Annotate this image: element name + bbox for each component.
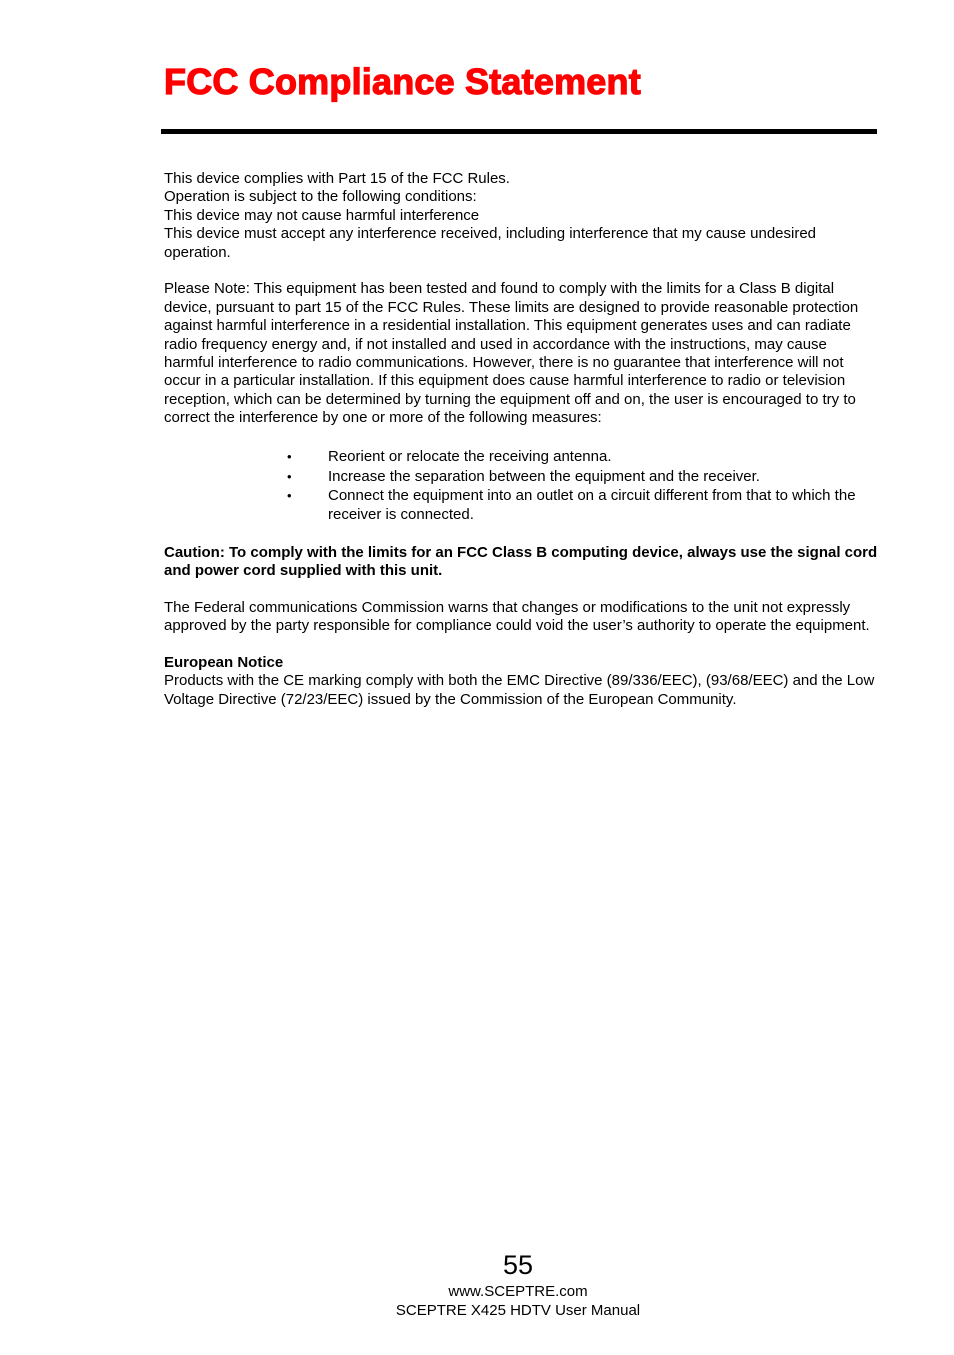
- document-body: [164, 170, 880, 709]
- list-item-text: Increase the separation between the equipment and the receiver.: [328, 467, 760, 485]
- warning-paragraph: The Federal communications Commission warns that changes or modifications to the unit not expressly approved by the party responsible for compliance could void the user’s authority to operate the equipment.: [164, 598, 870, 635]
- measures-list: [164, 448, 880, 524]
- list-item-text: Connect the equipment into an outlet on a circuit different from that to which the receiver is connected.: [328, 487, 856, 523]
- list-item-text: Reorient or relocate the receiving antenna.: [328, 448, 612, 466]
- page-footer: [0, 1248, 954, 1320]
- note-paragraph: Please Note: This equipment has been tested and found to comply with the limits for a Class B digital device, pursuant to part 15 of the FCC Rules. These limits are designed to provide reasonable protection against harmful interference in a residential installation. This equipment generates uses and can radiate radio frequency energy and, if not installed and used in accordance with the instructions, may cause harmful interference to radio communications. However, there is no guarantee that interference will not occur in a particular installation. If this equipment does cause harmful interference to radio or television reception, which can be determined by turning the equipment off and on, the user is encouraged to try to correct the interference by one or more of the following measures:: [164, 280, 859, 427]
- intro-line: This device complies with Part 15 of the FCC Rules.: [164, 170, 510, 187]
- european-notice-heading: European Notice: [164, 654, 284, 672]
- footer-manual-title: SCEPTRE X425 HDTV User Manual: [395, 1302, 641, 1319]
- bullet-icon: •: [287, 468, 292, 484]
- bullet-icon: •: [287, 449, 292, 465]
- intro-line: This device must accept any interference received, including interference that my cause undesired operation.: [164, 225, 817, 261]
- title-divider: [161, 129, 877, 134]
- european-notice-paragraph: Products with the CE marking comply with both the EMC Directive (89/336/EEC), (93/68/EEC) and the Low Voltage Directive (72/23/EEC) issued by the Commission of the European Community.: [164, 672, 875, 708]
- paragraph-gap: [164, 262, 880, 280]
- paragraph-gap: [164, 636, 880, 654]
- page-title: FCC Compliance Statement: [164, 61, 641, 102]
- intro-line: This device may not cause harmful interference: [164, 206, 480, 224]
- bullet-icon: •: [287, 488, 292, 504]
- paragraph-gap: [164, 525, 880, 543]
- paragraph-gap: [164, 580, 880, 598]
- paragraph-gap: [164, 428, 880, 446]
- list-item: [164, 487, 880, 524]
- list-item: [164, 468, 880, 486]
- footer-website: www.SCEPTRE.com: [448, 1283, 588, 1300]
- intro-line: Operation is subject to the following conditions:: [164, 188, 477, 206]
- page-number: 55: [502, 1250, 534, 1280]
- list-item: [164, 448, 880, 466]
- caution-paragraph: Caution: To comply with the limits for an FCC Class B computing device, always use the signal cord and power cord supplied with this unit.: [164, 543, 878, 580]
